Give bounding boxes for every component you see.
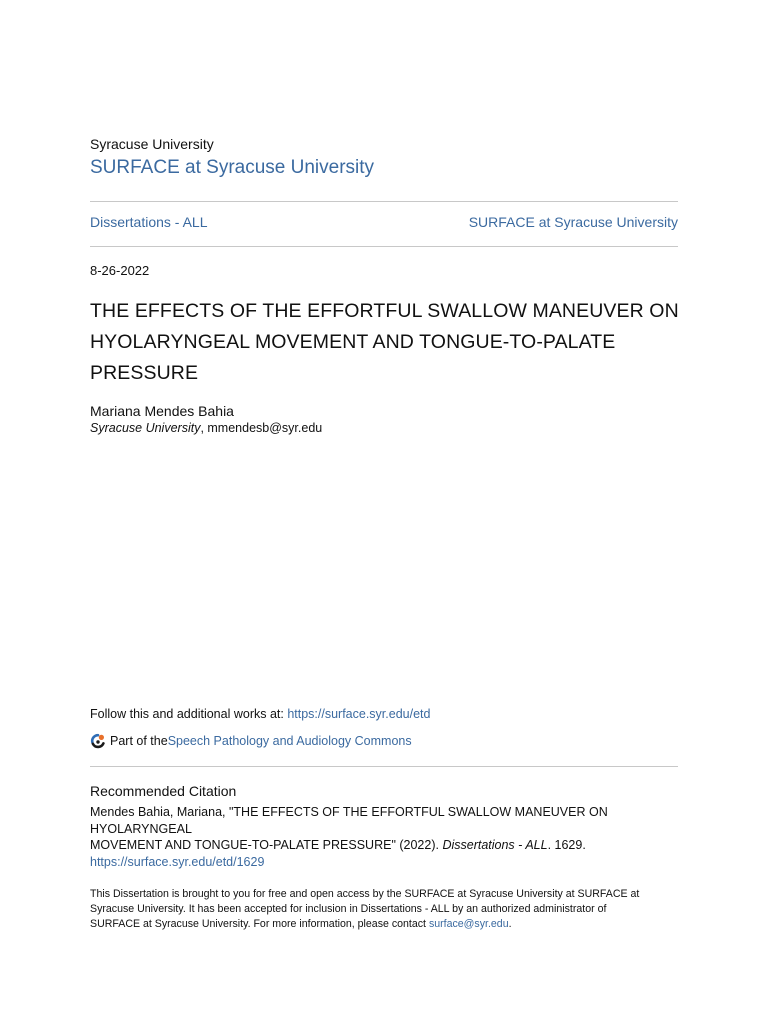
commons-link[interactable]: Speech Pathology and Audiology Commons <box>167 734 412 748</box>
part-of-prefix: Part of the <box>110 734 168 748</box>
citation-number: . 1629. <box>547 838 586 852</box>
author-name: Mariana Mendes Bahia <box>90 403 234 419</box>
document-title <box>90 296 690 389</box>
access-statement <box>90 887 690 932</box>
institution-name: Syracuse University <box>90 136 214 152</box>
nav-divider <box>90 246 678 247</box>
follow-prefix: Follow this and additional works at: <box>90 707 288 721</box>
author-institution: Syracuse University <box>90 421 201 435</box>
repository-link[interactable]: SURFACE at Syracuse University <box>90 157 375 178</box>
footer-period: . <box>508 918 512 930</box>
author-email: , mmendesb@syr.edu <box>200 421 323 435</box>
top-divider <box>90 201 678 202</box>
citation-heading: Recommended Citation <box>90 783 237 799</box>
footer-line <box>90 917 690 932</box>
citation-url-link[interactable]: https://surface.syr.edu/etd/1629 <box>90 854 265 869</box>
footer-line: This Dissertation is brought to you for free and open access by the SURFACE at Syracuse University at SURFACE at <box>90 888 640 900</box>
collection-link[interactable]: Dissertations - ALL <box>90 214 208 230</box>
part-of-line <box>90 733 412 749</box>
citation-line: Mendes Bahia, Mariana, "THE EFFECTS OF THE EFFORTFUL SWALLOW MANEUVER ON HYOLARYNGEAL <box>90 805 608 836</box>
publication-date: 8-26-2022 <box>90 263 150 278</box>
title-line: PRESSURE <box>90 362 199 384</box>
footer-line-text: SURFACE at Syracuse University. For more information, please contact <box>90 918 429 930</box>
follow-line <box>90 707 430 721</box>
contact-email-link[interactable]: surface@syr.edu <box>428 918 509 930</box>
title-line: HYOLARYNGEAL MOVEMENT AND TONGUE-TO-PALATE <box>90 331 616 353</box>
title-line: THE EFFECTS OF THE EFFORTFUL SWALLOW MANEUVER ON <box>90 300 679 322</box>
repository-nav-link[interactable]: SURFACE at Syracuse University <box>468 214 678 230</box>
citation-line <box>90 837 690 854</box>
citation-line-text: MOVEMENT AND TONGUE-TO-PALATE PRESSURE" (2022). <box>90 838 443 852</box>
follow-url-link[interactable]: https://surface.syr.edu/etd <box>287 707 431 721</box>
footer-line: Syracuse University. It has been accepted for inclusion in Dissertations - ALL by an authorized administrator of <box>90 903 607 915</box>
citation-body <box>90 804 690 870</box>
author-affiliation <box>90 421 322 435</box>
citation-journal: Dissertations - ALL <box>442 838 548 852</box>
citation-divider <box>90 766 678 767</box>
commons-network-icon <box>90 733 106 749</box>
